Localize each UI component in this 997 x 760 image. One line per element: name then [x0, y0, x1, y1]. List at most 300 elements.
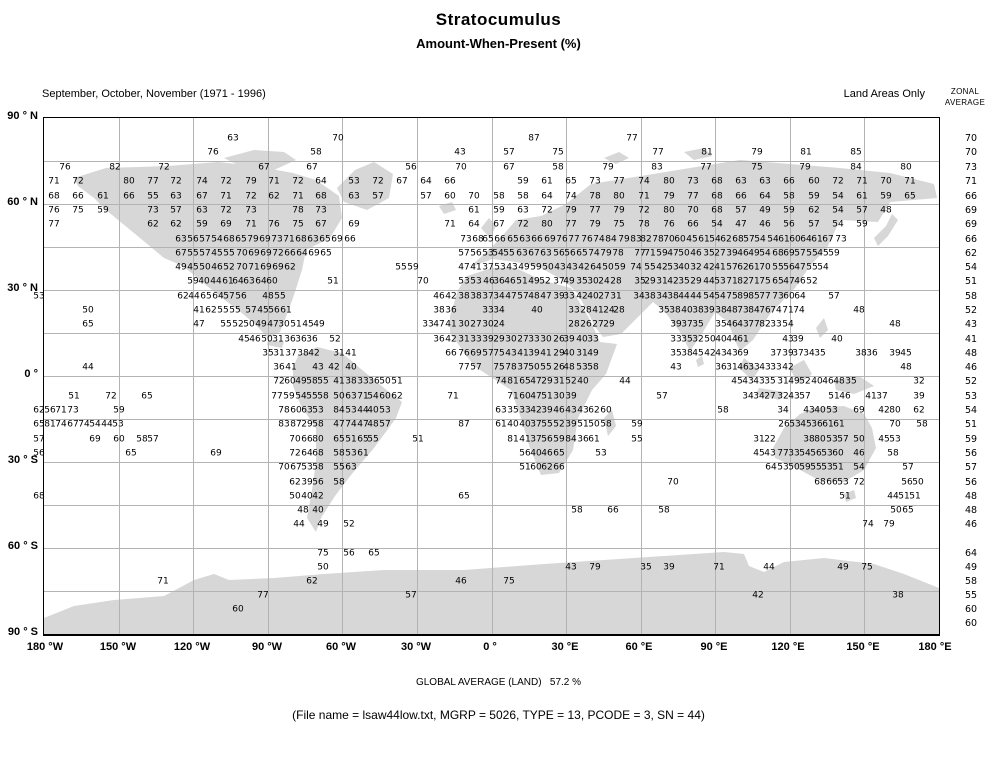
grid-line: [44, 548, 939, 549]
grid-value: 65: [519, 376, 531, 387]
grid-value: 68: [772, 248, 784, 259]
grid-value: 50: [379, 376, 391, 387]
latitude-label: 30 ° S: [7, 454, 38, 466]
zonal-average-value: 71: [964, 176, 978, 187]
grid-value: 62: [170, 219, 182, 230]
grid-value: 54: [714, 291, 726, 302]
grid-value: 70: [455, 162, 467, 173]
grid-value: 58: [306, 376, 318, 387]
grid-value: 72: [289, 448, 301, 459]
grid-value: 24: [603, 305, 615, 316]
grid-value: 53: [837, 477, 849, 488]
grid-value: 56: [268, 305, 280, 316]
grid-value: 36: [368, 376, 380, 387]
grid-value: 39: [565, 391, 577, 402]
grid-value: 65: [33, 419, 45, 430]
grid-value: 52: [329, 334, 341, 345]
grid-value: 74: [588, 248, 600, 259]
grid-value: 76: [59, 162, 71, 173]
grid-value: 50: [261, 334, 273, 345]
grid-value: 74: [565, 191, 577, 202]
grid-value: 64: [765, 462, 777, 473]
grid-value: 44: [101, 419, 113, 430]
grid-value: 43: [803, 405, 815, 416]
grid-value: 57: [33, 434, 45, 445]
zonal-average-value: 43: [964, 319, 978, 330]
grid-value: 55: [806, 262, 818, 273]
grid-value: 78: [505, 362, 517, 373]
grid-value: 50: [317, 562, 329, 573]
grid-value: 31: [726, 362, 738, 373]
grid-value: 74: [630, 262, 642, 273]
grid-value: 63: [348, 191, 360, 202]
grid-value: 82: [759, 319, 771, 330]
grid-value: 53: [777, 462, 789, 473]
grid-value: 66: [687, 219, 699, 230]
grid-value: 67: [528, 248, 540, 259]
grid-value: 37: [553, 276, 565, 287]
grid-value: 77: [626, 133, 638, 144]
zonal-average-value: 48: [964, 505, 978, 516]
grid-value: 31: [458, 334, 470, 345]
grid-value: 66: [531, 234, 543, 245]
grid-value: 33: [748, 362, 760, 373]
grid-value: 57: [856, 205, 868, 216]
grid-value: 77: [48, 219, 60, 230]
grid-value: 44: [763, 562, 775, 573]
grid-value: 71: [357, 391, 369, 402]
grid-value: 79: [602, 162, 614, 173]
grid-value: 48: [726, 305, 738, 316]
grid-value: 49: [317, 519, 329, 530]
grid-value: 36: [433, 334, 445, 345]
land-areas-label: Land Areas Only: [843, 88, 925, 100]
zonal-average-value: 69: [964, 219, 978, 230]
grid-value: 56: [783, 219, 795, 230]
grid-value: 56: [312, 477, 324, 488]
grid-value: 65: [902, 505, 914, 516]
grid-value: 71: [507, 391, 519, 402]
grid-value: 71: [245, 219, 257, 230]
grid-value: 81: [507, 434, 519, 445]
longitude-label: 60 °E: [625, 641, 653, 653]
grid-value: 59: [196, 219, 208, 230]
grid-value: 35: [640, 562, 652, 573]
grid-value: 63: [170, 191, 182, 202]
grid-value: 49: [759, 205, 771, 216]
grid-value: 74: [770, 305, 782, 316]
grid-value: 49: [788, 376, 800, 387]
latitude-label: 90 ° S: [7, 626, 38, 638]
grid-value: 49: [313, 319, 325, 330]
grid-value: 24: [598, 276, 610, 287]
grid-value: 62: [913, 405, 925, 416]
grid-value: 52: [232, 319, 244, 330]
grid-value: 51: [516, 276, 528, 287]
grid-value: 58: [493, 191, 505, 202]
grid-value: 46: [794, 276, 806, 287]
grid-value: 53: [821, 462, 833, 473]
grid-value: 79: [600, 248, 612, 259]
grid-value: 63: [516, 248, 528, 259]
grid-value: 32: [692, 334, 704, 345]
grid-value: 63: [196, 205, 208, 216]
grid-value: 68: [48, 191, 60, 202]
grid-value: 66: [607, 505, 619, 516]
grid-value: 78: [278, 405, 290, 416]
grid-value: 70: [667, 477, 679, 488]
grid-value: 66: [783, 176, 795, 187]
grid-value: 74: [638, 176, 650, 187]
grid-value: 50: [678, 248, 690, 259]
grid-value: 56: [235, 291, 247, 302]
global-average-label: GLOBAL AVERAGE (LAND) 57.2 %: [415, 677, 582, 688]
grid-value: 37: [482, 291, 494, 302]
grid-value: 36: [866, 348, 878, 359]
grid-value: 67: [175, 248, 187, 259]
grid-value: 62: [289, 477, 301, 488]
grid-value: 66: [444, 176, 456, 187]
grid-value: 36: [577, 434, 589, 445]
grid-value: 42: [445, 334, 457, 345]
grid-value: 33: [587, 334, 599, 345]
grid-value: 77: [777, 448, 789, 459]
grid-value: 44: [887, 491, 899, 502]
grid-value: 41: [865, 391, 877, 402]
grid-value: 68: [315, 191, 327, 202]
grid-value: 73: [737, 305, 749, 316]
grid-value: 60: [832, 448, 844, 459]
grid-value: 71: [292, 191, 304, 202]
grid-value: 65: [772, 276, 784, 287]
grid-value: 73: [147, 205, 159, 216]
grid-value: 30: [587, 276, 599, 287]
grid-value: 57: [794, 248, 806, 259]
grid-value: 64: [590, 262, 602, 273]
grid-value: 58: [333, 477, 345, 488]
grid-value: 46: [737, 362, 749, 373]
grid-value: 55: [367, 434, 379, 445]
grid-value: 33: [568, 305, 580, 316]
grid-value: 74: [793, 305, 805, 316]
grid-value: 29: [541, 376, 553, 387]
grid-value: 54: [211, 234, 223, 245]
grid-value: 37: [681, 319, 693, 330]
grid-value: 74: [495, 376, 507, 387]
season-label: September, October, November (1971 - 1996): [42, 88, 266, 100]
grid-value: 60: [284, 376, 296, 387]
grid-value: 50: [588, 419, 600, 430]
grid-value: 77: [257, 590, 269, 601]
grid-value: 77: [634, 248, 646, 259]
grid-value: 54: [89, 419, 101, 430]
grid-value: 75: [751, 162, 763, 173]
grid-value: 68: [312, 448, 324, 459]
grid-value: 75: [726, 291, 738, 302]
grid-value: 69: [248, 248, 260, 259]
grid-value: 82: [109, 162, 121, 173]
grid-value: 30: [482, 319, 494, 330]
grid-value: 58: [600, 419, 612, 430]
grid-value: 53: [348, 176, 360, 187]
grid-value: 34: [493, 305, 505, 316]
grid-value: 70: [236, 248, 248, 259]
grid-value: 69: [308, 248, 320, 259]
grid-value: 47: [735, 219, 747, 230]
grid-value: 69: [272, 262, 284, 273]
grid-value: 43: [505, 348, 517, 359]
grid-value: 41: [345, 348, 357, 359]
grid-value: 56: [541, 434, 553, 445]
grid-value: 40: [530, 448, 542, 459]
grid-value: 38: [855, 348, 867, 359]
grid-value: 45: [211, 248, 223, 259]
grid-value: 72: [158, 162, 170, 173]
grid-value: 54: [295, 391, 307, 402]
grid-value: 50: [289, 491, 301, 502]
grid-value: 51: [391, 376, 403, 387]
grid-value: 43: [577, 405, 589, 416]
grid-line: [44, 591, 939, 592]
grid-value: 55: [806, 248, 818, 259]
longitude-label: 30 °E: [551, 641, 579, 653]
grid-value: 75: [493, 348, 505, 359]
grid-value: 71: [904, 176, 916, 187]
grid-value: 64: [541, 191, 553, 202]
grid-value: 26: [778, 419, 790, 430]
grid-value: 38: [644, 291, 656, 302]
grid-value: 67: [396, 176, 408, 187]
grid-value: 77: [613, 176, 625, 187]
grid-value: 57: [458, 248, 470, 259]
grid-value: 43: [554, 262, 566, 273]
grid-value: 34: [777, 405, 789, 416]
grid-value: 32: [690, 262, 702, 273]
longitude-label: 150 °E: [846, 641, 880, 653]
grid-value: 77: [687, 191, 699, 202]
grid-value: 71: [48, 176, 60, 187]
grid-value: 63: [345, 462, 357, 473]
grid-value: 77: [589, 205, 601, 216]
grid-value: 71: [248, 262, 260, 273]
grid-value: 72: [170, 176, 182, 187]
grid-value: 57: [372, 191, 384, 202]
grid-value: 87: [528, 133, 540, 144]
grid-value: 50: [890, 505, 902, 516]
grid-value: 81: [701, 147, 713, 158]
grid-value: 47: [540, 291, 552, 302]
grid-value: 31: [273, 348, 285, 359]
grid-value: 45: [900, 348, 912, 359]
grid-value: 65: [458, 491, 470, 502]
grid-value: 64: [794, 291, 806, 302]
grid-value: 40: [507, 419, 519, 430]
longitude-label: 120 °W: [173, 641, 211, 653]
zonal-average-value: 57: [964, 462, 978, 473]
grid-value: 59: [880, 191, 892, 202]
grid-value: 53: [345, 405, 357, 416]
grid-value: 59: [828, 248, 840, 259]
grid-value: 52: [806, 276, 818, 287]
grid-value: 45: [302, 319, 314, 330]
grid-value: 61: [698, 234, 710, 245]
grid-value: 31: [553, 376, 565, 387]
grid-value: 65: [904, 191, 916, 202]
grid-value: 66: [284, 248, 296, 259]
zonal-average-value: 59: [964, 434, 978, 445]
grid-value: 48: [563, 362, 575, 373]
grid-value: 34: [633, 291, 645, 302]
grid-value: 57: [405, 590, 417, 601]
grid-value: 52: [223, 262, 235, 273]
zonal-average-value: 51: [964, 276, 978, 287]
grid-value: 69: [348, 219, 360, 230]
grid-value: 80: [312, 434, 324, 445]
grid-value: 28: [568, 319, 580, 330]
grid-value: 59: [631, 419, 643, 430]
grid-value: 47: [794, 262, 806, 273]
grid-value: 59: [530, 262, 542, 273]
grid-value: 46: [211, 262, 223, 273]
grid-value: 46: [433, 291, 445, 302]
grid-value: 48: [889, 319, 901, 330]
grid-value: 56: [343, 548, 355, 559]
grid-value: 57: [379, 419, 391, 430]
grid-value: 57: [656, 391, 668, 402]
grid-value: 87: [458, 419, 470, 430]
grid-value: 79: [618, 234, 630, 245]
grid-value: 59: [187, 276, 199, 287]
grid-value: 69: [544, 234, 556, 245]
grid-value: 69: [331, 234, 343, 245]
grid-value: 57: [828, 291, 840, 302]
grid-value: 71: [726, 276, 738, 287]
grid-value: 61: [468, 205, 480, 216]
grid-value: 65: [368, 548, 380, 559]
grid-value: 40: [715, 334, 727, 345]
grid-value: 40: [678, 262, 690, 273]
grid-value: 80: [900, 162, 912, 173]
grid-value: 61: [811, 234, 823, 245]
grid-value: 61: [856, 191, 868, 202]
grid-value: 48: [853, 305, 865, 316]
grid-value: 53: [889, 434, 901, 445]
grid-value: 39: [913, 391, 925, 402]
grid-value: 40: [576, 334, 588, 345]
grid-value: 59: [407, 262, 419, 273]
grid-value: 33: [422, 319, 434, 330]
grid-value: 59: [553, 434, 565, 445]
grid-value: 70: [417, 276, 429, 287]
grid-value: 47: [267, 319, 279, 330]
grid-value: 72: [638, 205, 650, 216]
grid-value: 72: [245, 191, 257, 202]
grid-value: 81: [44, 419, 56, 430]
grid-value: 80: [613, 191, 625, 202]
grid-value: 60: [530, 462, 542, 473]
grid-value: 72: [220, 205, 232, 216]
grid-value: 49: [563, 276, 575, 287]
grid-value: 64: [212, 291, 224, 302]
grid-value: 40: [367, 405, 379, 416]
grid-value: 71: [444, 219, 456, 230]
grid-value: 29: [301, 419, 313, 430]
grid-value: 54: [799, 448, 811, 459]
grid-value: 42: [445, 291, 457, 302]
grid-value: 83: [651, 162, 663, 173]
grid-value: 55: [229, 305, 241, 316]
grid-value: 42: [878, 405, 890, 416]
grid-value: 36: [295, 334, 307, 345]
grid-value: 67: [306, 162, 318, 173]
grid-value: 70: [759, 262, 771, 273]
grid-value: 43: [715, 348, 727, 359]
grid-value: 35: [634, 276, 646, 287]
grid-value: 39: [301, 477, 313, 488]
grid-value: 40: [831, 334, 843, 345]
grid-value: 68: [223, 234, 235, 245]
grid-value: 60: [232, 604, 244, 615]
grid-value: 59: [614, 262, 626, 273]
grid-value: 52: [343, 519, 355, 530]
grid-value: 67: [67, 419, 79, 430]
grid-value: 39: [782, 348, 794, 359]
grid-value: 38: [681, 348, 693, 359]
page-subtitle: Amount-When-Present (%): [416, 36, 581, 51]
grid-value: 59: [783, 205, 795, 216]
grid-value: 75: [503, 576, 515, 587]
grid-value: 43: [506, 262, 518, 273]
grid-value: 72: [832, 176, 844, 187]
grid-value: 53: [379, 405, 391, 416]
grid-value: 31: [576, 348, 588, 359]
grid-value: 73: [772, 291, 784, 302]
grid-value: 43: [565, 405, 577, 416]
grid-value: 35: [262, 348, 274, 359]
grid-value: 59: [113, 405, 125, 416]
grid-value: 76: [207, 147, 219, 158]
grid-value: 62: [391, 391, 403, 402]
grid-value: 61: [778, 234, 790, 245]
grid-value: 56: [33, 448, 45, 459]
grid-value: 42: [530, 405, 542, 416]
grid-value: 30: [540, 334, 552, 345]
grid-value: 60: [266, 276, 278, 287]
grid-value: 27: [764, 391, 776, 402]
grid-value: 65: [235, 234, 247, 245]
grid-value: 55: [217, 305, 229, 316]
grid-value: 33: [357, 376, 369, 387]
grid-value: 67: [493, 219, 505, 230]
grid-value: 69: [89, 434, 101, 445]
grid-value: 62: [808, 205, 820, 216]
grid-value: 57: [808, 219, 820, 230]
grid-value: 43: [737, 319, 749, 330]
grid-value: 42: [752, 590, 764, 601]
grid-value: 79: [589, 562, 601, 573]
grid-value: 50: [704, 334, 716, 345]
grid-value: 26: [580, 319, 592, 330]
zonal-average-value: 46: [964, 362, 978, 373]
grid-value: 70: [278, 462, 290, 473]
grid-value: 75: [493, 362, 505, 373]
grid-value: 77: [652, 147, 664, 158]
grid-value: 57: [735, 205, 747, 216]
grid-value: 40: [519, 419, 531, 430]
grid-value: 59: [493, 205, 505, 216]
grid-value: 65: [576, 248, 588, 259]
grid-value: 40: [531, 305, 543, 316]
